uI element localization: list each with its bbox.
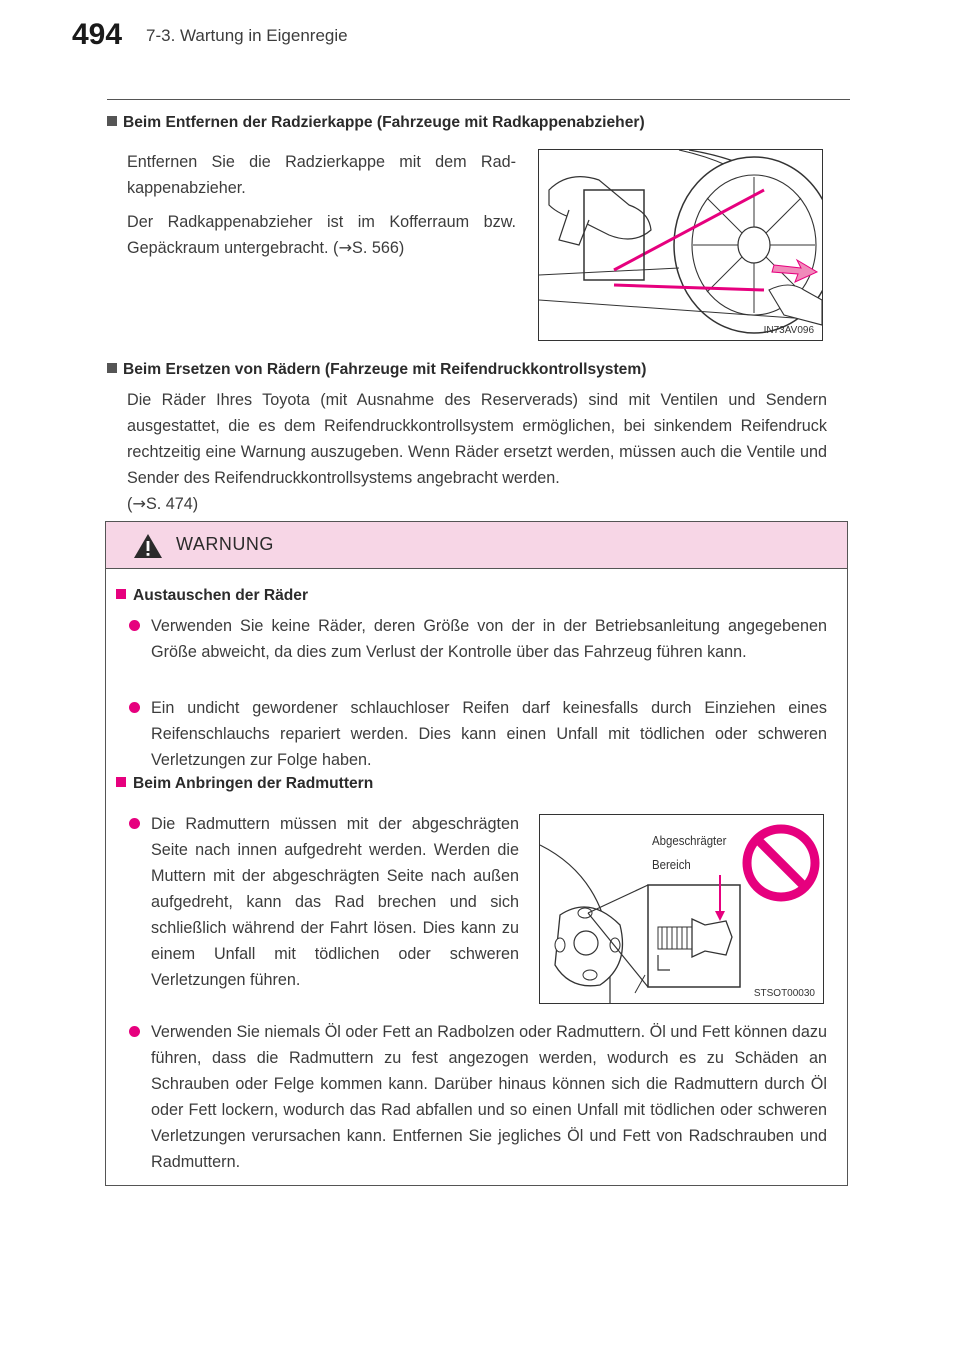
- warning-box: [105, 521, 848, 1186]
- bullet-dot-icon: [129, 702, 140, 713]
- warning-bullet: Verwenden Sie keine Räder, deren Größe von der in der Betriebsanleitung angegebenen Größe abweicht, da dies zum Verlust der Kontrolle über das Fahrzeug führen kann.: [151, 613, 827, 665]
- bullet-dot-icon: [129, 818, 140, 829]
- square-bullet-icon: [107, 116, 117, 126]
- page-reference[interactable]: S. 474): [145, 495, 199, 513]
- warning-subheading-replace-wheels: Austauschen der Räder: [116, 587, 308, 605]
- arrow-right-icon: →: [132, 494, 146, 513]
- paragraph: Der Radkappenabzieher ist im Kofferraum bzw. Gepäckraum untergebracht. (→S. 566): [127, 213, 516, 257]
- square-bullet-icon: [107, 363, 117, 373]
- paragraph: Entfernen Sie die Radzierkappe mit dem Radkappenabzieher.: [127, 153, 516, 197]
- bullet-dot-icon: [129, 620, 140, 631]
- warning-title: WARNUNG: [176, 534, 274, 554]
- warning-bullet: Die Radmuttern müssen mit der abgeschrägten Seite nach innen aufgedreht werden. Werden die Muttern mit der abgeschrägten Seite nach außen aufgedreht, kann das Rad brechen und sich schließlich während der Fahrt lösen. Dies kann zu einem Unfall mit tödlichen oder schweren Verletzungen führen.: [151, 811, 519, 993]
- wheel-cover-illustration: [539, 150, 822, 340]
- square-bullet-icon: [116, 777, 126, 787]
- page-number: 494: [72, 18, 123, 51]
- warning-triangle-icon: [132, 532, 164, 560]
- square-bullet-icon: [116, 589, 126, 599]
- header-rule: [107, 99, 850, 100]
- page-reference[interactable]: S. 566): [352, 239, 405, 257]
- tapered-area-label: Abgeschrägter Bereich: [652, 833, 727, 872]
- warning-header: [106, 522, 847, 569]
- figure-tapered-nut: [539, 814, 824, 1004]
- figure-wheel-cover-removal: [538, 149, 823, 341]
- paragraph: Die Räder Ihres Toyota (mit Ausnahme des Reserverads) sind mit Ventilen und Sendern ausgestattet, die es dem Reifendruckkontrollsystem ermöglichen, bei sinkendem Reifendruck rechtzeitig eine Warnung auszugeben. Wenn Räder ersetzt werden, müssen auch die Ventile und Sender des Reifendruckkontrollsystems angebracht werden.: [127, 391, 827, 487]
- section-heading-tpms: [107, 361, 646, 379]
- bullet-dot-icon: [129, 1026, 140, 1037]
- section-heading-wheel-cover: [107, 114, 645, 132]
- warning-bullet: Verwenden Sie niemals Öl oder Fett an Radbolzen oder Radmuttern. Öl und Fett können dazu führen, dass die Radmuttern zu fest angezogen werden, wodurch es zu Schäden an Schrauben oder Felge kommen kann. Darüber hinaus können sich die Radmuttern durch Öl oder Fett lockern, wodurch das Rad abfallen und so einen Unfall mit tödlichen oder schweren Verletzungen verursachen kann. Entfernen Sie jegliches Öl und Fett von Radschrauben und Radmuttern.: [151, 1019, 827, 1175]
- arrow-right-icon: →: [338, 238, 353, 257]
- warning-bullet: Ein undicht gewordener schlauchloser Reifen darf keinesfalls durch Einziehen eines Reifenschlauchs repariert werden. Dies kann einen Unfall mit tödlichen oder schweren Verletzungen zur Folge haben.: [151, 695, 827, 773]
- running-header: 7-3. Wartung in Eigenregie: [146, 26, 348, 45]
- warning-subheading-lug-nuts: Beim Anbringen der Radmuttern: [116, 775, 373, 793]
- figure-code: IN73AV096: [763, 325, 814, 336]
- section-heading-text: Beim Ersetzen von Rädern (Fahrzeuge mit Reifendruckkontrollsystem): [123, 361, 647, 378]
- section-heading-text: Beim Entfernen der Radzierkappe (Fahrzeuge mit Radkappenabzieher): [123, 114, 645, 131]
- paragraph-reference: (→S. 474): [127, 494, 199, 513]
- section1-text: [127, 149, 516, 269]
- figure-code: STSOT00030: [753, 988, 815, 999]
- section2-text: [127, 387, 827, 517]
